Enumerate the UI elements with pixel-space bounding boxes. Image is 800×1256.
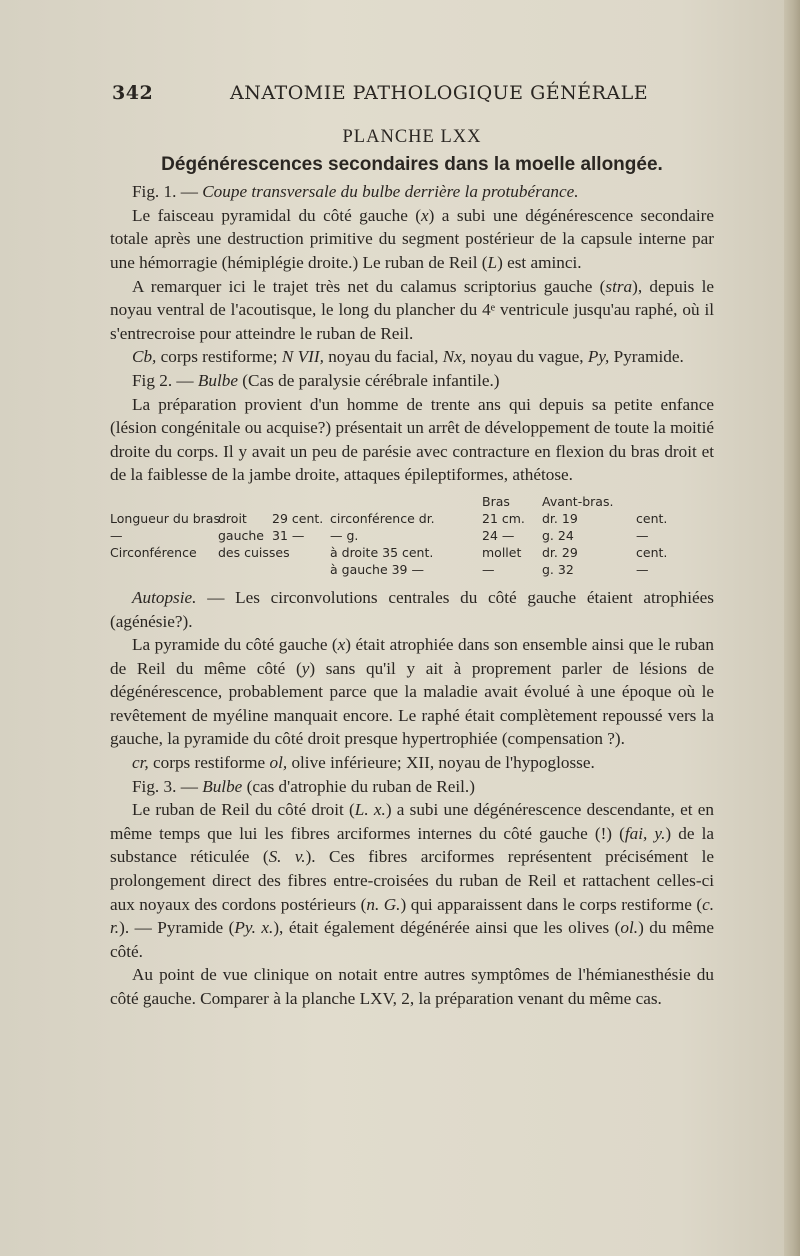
fig1-legend: Cb, corps restiforme; N VII, noyau du facial, Nx, noyau du vague, Py, Pyramide. bbox=[132, 347, 684, 367]
fig1-caption: Fig. 1. — Coupe transversale du bulbe derrière la protubérance. bbox=[132, 182, 579, 202]
section-subtitle: Dégénérescences secondaires dans la moelle allongée. bbox=[161, 153, 663, 175]
table-row: à gauche 39 — — g. 32 — bbox=[330, 561, 649, 577]
page-body bbox=[110, 126, 714, 1011]
fig1-paragraph-1: Le faisceau pyramidal du côté gauche (x) a subi une dégénérescence secondaire totale après une destruction primitive du segment postérieur de la capsule interne par une hémorragie (hémiplégie droite.) Le ruban de Reil (L) est aminci. bbox=[110, 205, 714, 272]
plate-title: PLANCHE LXX bbox=[342, 127, 482, 147]
fig1-paragraph-2: A remarquer ici le trajet très net du calamus scriptorius gauche (stra), depuis le noyau ventral de l'acoutisque, le long du plancher du 4ᵉ ventricule jusqu'au raphé, où il s'entrecroise pour atteindre le ruban de Reil. bbox=[110, 276, 714, 343]
table-row: Longueur du bras droit 29 cent. circonférence dr. 21 cm. dr. 19 cent. bbox=[110, 510, 668, 526]
running-title: ANATOMIE PATHOLOGIQUE GÉNÉRALE bbox=[230, 82, 649, 104]
page-number: 342 bbox=[112, 82, 154, 104]
fig2-paragraph-1: La préparation provient d'un homme de trente ans qui depuis sa petite enfance (lésion congénitale ou acquise?) présentait un arrêt de développement de toute la moitié droite du corps. Il y avait un peu de parésie avec contracture en flexion du bras droit et de la faiblesse de la jambe droite, attaques épileptiformes, athétose. bbox=[110, 394, 714, 485]
fig3-caption: Fig. 3. — Bulbe (cas d'atrophie du ruban de Reil.) bbox=[132, 776, 475, 796]
autopsie-paragraph: Autopsie. — Les circonvolutions centrales du côté gauche étaient atrophiées (agénésie?). bbox=[110, 587, 714, 631]
fig3-paragraph-2: Au point de vue clinique on notait entre autres symptômes de l'hémianesthésie du côté gauche. Comparer à la planche LXV, 2, la préparation venant du même cas. bbox=[110, 965, 714, 1008]
table-row: — gauche 31 — — g. 24 — g. 24 — bbox=[110, 527, 649, 543]
fig3-paragraph-1: Le ruban de Reil du côté droit (L. x.) a subi une dégénérescence descendante, et en même temps que lui les fibres arciformes internes du côté gauche (!) (fai, y.) de la substance réticulée (S. v.). Ces fibres arciformes représentent précisément le prolongement direct des fibres entre-croisées du ruban de Reil et rattachent celles-ci aux noyaux des cordons postérieurs (n. G.) qui apparaissent dans le corps restiforme (c. r.). — Pyramide (Py. x.), était également dégénérée ainsi que les olives (ol.) du même côté. bbox=[110, 800, 715, 961]
fig2-caption: Fig 2. — Bulbe (Cas de paralysie cérébrale infantile.) bbox=[132, 370, 500, 390]
fig2-paragraph-2: La pyramide du côté gauche (x) était atrophiée dans son ensemble ainsi que le ruban de Reil du même côté (y) sans qu'il y ait à proprement parler de lésions de dégénérescence, probablement parce que la maladie avait évolué à une époque où le revêtement de myéline manquait encore. Le raphé était complètement repoussé vers la gauche, la pyramide du côté droit presque hypertrophiée (compensation ?). bbox=[110, 635, 714, 749]
book-spine-edge bbox=[784, 0, 800, 1256]
measurements-table bbox=[110, 493, 714, 578]
table-header-row: Bras Avant-bras. bbox=[482, 493, 614, 509]
fig2-legend: cr, corps restiforme ol, olive inférieure; XII, noyau de l'hypoglosse. bbox=[132, 753, 595, 773]
table-row: Circonférence des cuisses à droite 35 cent. mollet dr. 29 cent. bbox=[110, 544, 668, 560]
